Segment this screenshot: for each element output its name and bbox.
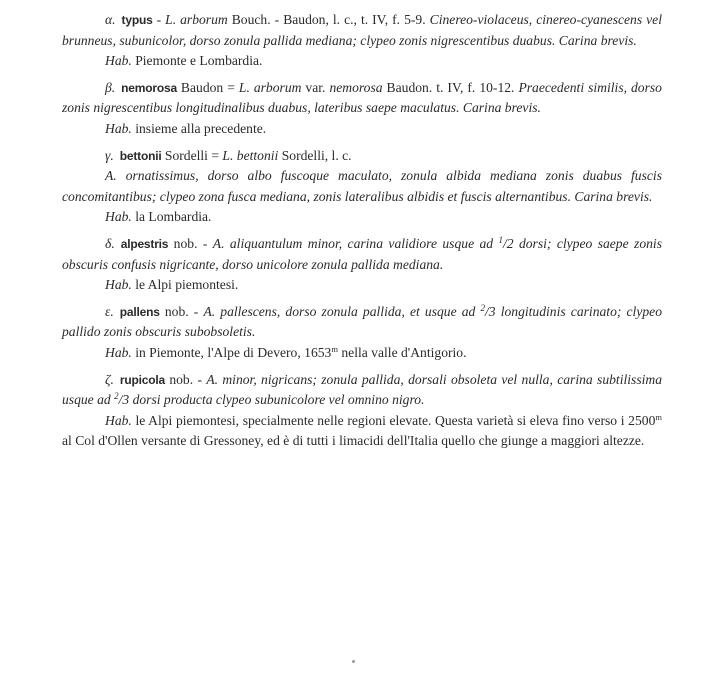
habitat-paragraph [62, 411, 662, 452]
reference-varname: nemorosa [329, 79, 383, 95]
fraction-numerator: 2 [114, 391, 119, 402]
reference-author: Sordelli, l. c. [278, 147, 352, 163]
variety-name: bettonii [119, 148, 162, 163]
habitat-label: Hab. [105, 412, 132, 428]
reference-var: var. [301, 79, 330, 95]
description-part-b: longitudinis carinato; clypeo pallido zonis obscuris subobsoletis. [62, 303, 662, 340]
habitat-label: Hab. [105, 53, 132, 69]
variety-marker: ε. [105, 303, 114, 319]
variety-name: rupicola [119, 372, 165, 387]
entry-body: ε. pallens nob. - A. pallescens, dorso zonula pallida, et usque ad $^2$/3 longitudinis carinato; clypeo pallido zonis obscuris subobsoletis. [62, 302, 662, 340]
page-mark [352, 660, 355, 663]
fraction-denominator: 3 [122, 392, 130, 408]
habitat-label: Hab. [105, 344, 132, 360]
habitat-text-a: in Piemonte, l'Alpe di Devero, 1653 [131, 344, 332, 360]
fraction-numerator: 1 [498, 234, 503, 245]
reference-author: Bouch. - Baudon, l. c., t. IV, f. 5-9. [227, 12, 426, 27]
description-part-a: A. pallescens, dorso zonula pallida, et usque ad [203, 303, 481, 319]
entry-typus [62, 10, 662, 72]
fraction-numerator: 2 [480, 302, 485, 313]
habitat-line [62, 119, 662, 140]
habitat-line [62, 343, 662, 364]
variety-author: nob. - [159, 303, 204, 319]
entry-bettonii [62, 146, 662, 228]
habitat-text: Piemonte e Lombardia. [131, 53, 263, 69]
entry-body: ζ. rupicola nob. - A. minor, nigricans; zonula pallida, dorsali obsoleta vel nulla, carina subtilissima usque ad $^2$/3 dorsi producta clypeo subunicolore vel omnino nigro. [62, 371, 662, 408]
habitat-text-b: al Col d'Ollen versante di Gressoney, ed è di tutti i limacidi dell'Italia quello che giunge a maggiori altezze. [62, 433, 645, 449]
variety-marker: ζ. [105, 371, 114, 387]
variety-name: alpestris [120, 236, 169, 251]
habitat-text: le Alpi piemontesi. [131, 277, 239, 293]
unit-superscript: m [655, 411, 662, 422]
variety-name: nemorosa [121, 80, 177, 95]
entry-body [62, 10, 662, 51]
description: Cinereo-violaceus, cinereo-cyanescens vel brunneus, subunicolor, dorso zonula pallida mediana; clypeo zonis nigrescentibus duabus. Carina brevis. [62, 12, 662, 48]
variety-author: nob. - [164, 371, 207, 387]
fraction-denominator: 2 [506, 235, 514, 251]
habitat-line [62, 207, 662, 228]
variety-author: Sordelli = [161, 147, 223, 163]
entry-nemorosa [62, 78, 662, 140]
habitat-text: insieme alla precedente. [131, 120, 267, 136]
dash: - [152, 12, 166, 27]
variety-marker: δ. [105, 235, 115, 251]
variety-marker: β. [105, 79, 116, 95]
entry-description [62, 166, 662, 207]
habitat-label: Hab. [105, 277, 132, 293]
entry-heading [62, 146, 662, 167]
variety-name: typus [121, 13, 153, 27]
reference-author: Baudon. t. IV, f. 10-12. [382, 79, 515, 95]
variety-marker: γ. [105, 147, 114, 163]
entry-body [62, 78, 662, 119]
habitat-label: Hab. [105, 209, 132, 225]
habitat-text-a: le Alpi piemontesi, specialmente nelle regioni elevate. Questa varietà si eleva fino verso i 2500 [131, 412, 656, 428]
entry-pallens [62, 302, 662, 364]
fraction-denominator: 3 [488, 303, 496, 319]
reference-species: L. arborum [165, 12, 228, 27]
habitat-line [62, 51, 662, 72]
entry-rupicola [62, 370, 662, 452]
habitat-label: Hab. [105, 120, 132, 136]
description-part-a: A. minor, nigricans; zonula pallida, dorsali obsoleta vel nulla, carina subtilissima usque ad [62, 371, 662, 408]
variety-author: nob. - [168, 235, 213, 251]
variety-name: pallens [119, 304, 160, 319]
variety-marker: α. [105, 12, 116, 27]
description: Praecedenti similis, dorso zonis nigrescentibus longitudinalibus duabus, lateribus saepe maculatus. Carina brevis. [62, 79, 662, 116]
entry-alpestris [62, 234, 662, 296]
unit-superscript: m [331, 343, 338, 354]
habitat-line [62, 275, 662, 296]
habitat-text-b: nella valle d'Antigorio. [337, 344, 467, 360]
reference-species: L. arborum [238, 79, 302, 95]
description: A. ornatissimus, dorso albo fuscoque maculato, zonula albida mediana zonis duabus fuscis concomitantibus; clypeo zona fusca mediana, zonis lateralibus albidis et fuscis alternantibus. Carina brevis. [62, 168, 662, 204]
habitat-text: la Lombardia. [131, 209, 212, 225]
variety-author: Baudon = [176, 79, 239, 95]
entry-body: δ. alpestris nob. - A. aliquantulum minor, carina validiore usque ad $^1$/2 dorsi; clypeo saepe zonis obscuris confusis nigricante, dorso unicolore zonula pallida mediana. [62, 234, 662, 272]
description-part-b: dorsi producta clypeo subunicolore vel omnino nigro. [129, 392, 425, 408]
description-part-b: dorsi; clypeo saepe zonis obscuris confusis nigricante, dorso unicolore zonula pallida mediana. [62, 235, 662, 272]
document-page [62, 10, 662, 458]
reference-species: L. bettonii [222, 147, 279, 163]
description-part-a: A. aliquantulum minor, carina validiore usque ad [212, 235, 499, 251]
